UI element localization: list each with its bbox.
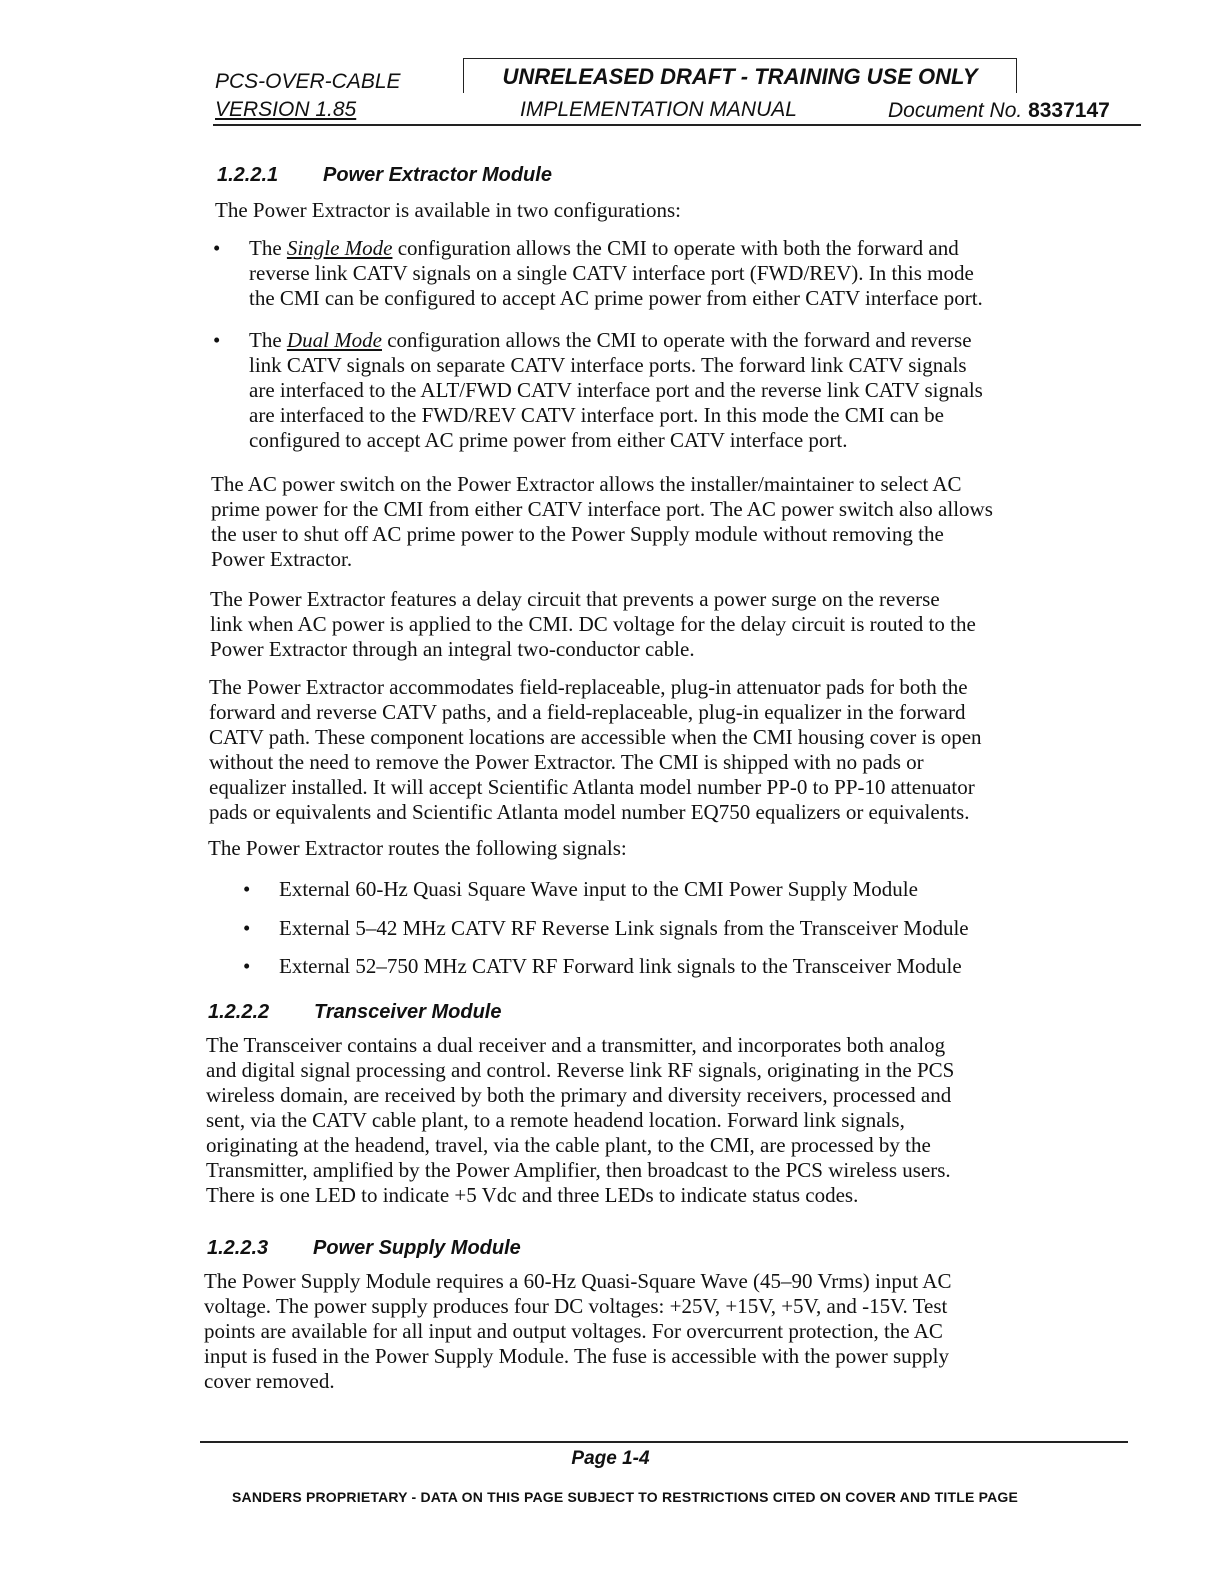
text: are interfaced to the FWD/REV CATV interface port. In this mode the CMI can be — [249, 403, 944, 427]
section-heading-power-extractor — [217, 164, 552, 187]
text: prime power for the CMI from either CATV interface port. The AC power switch also allows — [211, 497, 993, 521]
bullet-icon: • — [243, 877, 251, 901]
draft-banner: UNRELEASED DRAFT - TRAINING USE ONLY — [463, 58, 1017, 93]
text: Power Extractor through an integral two-conductor cable. — [210, 637, 695, 661]
text: Transmitter, amplified by the Power Amplifier, then broadcast to the PCS wireless users. — [206, 1158, 951, 1182]
document-number-value: 8337147 — [1028, 99, 1110, 122]
text: wireless domain, are received by both the primary and diversity receivers, processed and — [206, 1083, 952, 1107]
text: reverse link CATV signals on a single CATV interface port (FWD/REV). In this mode — [249, 261, 974, 285]
document-number-label: Document No. — [888, 99, 1023, 122]
version-label: VERSION 1.85 — [215, 98, 357, 121]
bullet-icon: • — [243, 916, 251, 940]
text: The Power Extractor accommodates field-replaceable, plug-in attenuator pads for both the — [209, 675, 968, 699]
text: configuration allows the CMI to operate with both the forward and — [392, 236, 959, 260]
paragraph: The Power Extractor routes the following signals: — [208, 836, 627, 860]
section-number: 1.2.2.1 — [217, 164, 279, 186]
term-single-mode: Single Mode — [286, 236, 393, 260]
proprietary-notice: SANDERS PROPRIETARY - DATA ON THIS PAGE SUBJECT TO RESTRICTIONS CITED ON COVER AND TITLE PAGE — [232, 1489, 1019, 1505]
text: External 52–750 MHz CATV RF Forward link signals to the Transceiver Module — [279, 954, 962, 978]
text: pads or equivalents and Scientific Atlanta model number EQ750 equalizers or equivalents. — [209, 800, 970, 824]
text: are interfaced to the ALT/FWD CATV interface port and the reverse link CATV signals — [249, 378, 983, 402]
list-item — [243, 877, 918, 902]
bullet-icon: • — [213, 236, 221, 260]
text: configuration allows the CMI to operate with the forward and reverse — [381, 328, 972, 352]
text: The AC power switch on the Power Extractor allows the installer/maintainer to select AC — [211, 472, 962, 496]
text: Power Extractor. — [211, 547, 353, 571]
section-title: Transceiver Module — [314, 1001, 502, 1023]
list-item — [243, 916, 969, 941]
text: The Transceiver contains a dual receiver and a transmitter, and incorporates both analog — [206, 1033, 946, 1057]
bullet-icon: • — [243, 954, 251, 978]
page-number: Page 1-4 — [571, 1448, 650, 1469]
text: The Power Supply Module requires a 60-Hz Quasi-Square Wave (45–90 Vrms) input AC — [204, 1269, 952, 1293]
document-number — [888, 99, 1110, 123]
text: the CMI can be configured to accept AC prime power from either CATV interface port. — [249, 286, 983, 310]
text: originating at the headend, travel, via the cable plant, to the CMI, are processed by the — [206, 1133, 931, 1157]
paragraph — [209, 675, 982, 825]
header-divider — [213, 124, 1141, 126]
text: the user to shut off AC prime power to the Power Supply module without removing the — [211, 522, 944, 546]
section-number: 1.2.2.2 — [208, 1001, 270, 1023]
text: The — [249, 328, 287, 352]
text: External 5–42 MHz CATV RF Reverse Link signals from the Transceiver Module — [279, 916, 969, 940]
text: There is one LED to indicate +5 Vdc and three LEDs to indicate status codes. — [206, 1183, 859, 1207]
text: equalizer installed. It will accept Scientific Atlanta model number PP-0 to PP-10 attenuator — [209, 775, 975, 799]
section-heading-transceiver — [208, 1001, 501, 1024]
section-title: Power Extractor Module — [323, 164, 552, 186]
manual-title: IMPLEMENTATION MANUAL — [520, 98, 797, 121]
text: The — [249, 236, 287, 260]
term-dual-mode: Dual Mode — [286, 328, 382, 352]
text: points are available for all input and output voltages. For overcurrent protection, the AC — [204, 1319, 943, 1343]
text: External 60-Hz Quasi Square Wave input to the CMI Power Supply Module — [279, 877, 918, 901]
text: configured to accept AC prime power from either CATV interface port. — [249, 428, 848, 452]
paragraph: The Power Extractor is available in two configurations: — [215, 198, 681, 222]
text: link when AC power is applied to the CMI. DC voltage for the delay circuit is routed to the — [210, 612, 976, 636]
text: voltage. The power supply produces four DC voltages: +25V, +15V, +5V, and -15V. Test — [204, 1294, 948, 1318]
section-heading-power-supply — [207, 1237, 521, 1260]
text: The Power Extractor features a delay circuit that prevents a power surge on the reverse — [210, 587, 940, 611]
text: and digital signal processing and control. Reverse link RF signals, originating in the PCS — [206, 1058, 955, 1082]
section-number: 1.2.2.3 — [207, 1237, 269, 1259]
text: forward and reverse CATV paths, and a field-replaceable, plug-in equalizer in the forward — [209, 700, 966, 724]
list-item — [243, 954, 962, 979]
text: CATV path. These component locations are accessible when the CMI housing cover is open — [209, 725, 982, 749]
text: cover removed. — [204, 1369, 335, 1393]
text: link CATV signals on separate CATV interface ports. The forward link CATV signals — [249, 353, 967, 377]
list-item — [213, 328, 983, 453]
bullet-icon: • — [213, 328, 221, 352]
paragraph — [211, 472, 993, 572]
text: input is fused in the Power Supply Module. The fuse is accessible with the power supply — [204, 1344, 950, 1368]
list-item — [213, 236, 983, 311]
paragraph — [206, 1033, 954, 1208]
footer-divider — [200, 1441, 1128, 1443]
paragraph — [210, 587, 976, 662]
text: without the need to remove the Power Extractor. The CMI is shipped with no pads or — [209, 750, 924, 774]
section-title: Power Supply Module — [313, 1237, 521, 1259]
paragraph — [204, 1269, 951, 1394]
text: sent, via the CATV cable plant, to a remote headend location. Forward link signals, — [206, 1108, 905, 1132]
header-left — [215, 68, 401, 124]
product-name: PCS-OVER-CABLE — [215, 70, 401, 93]
